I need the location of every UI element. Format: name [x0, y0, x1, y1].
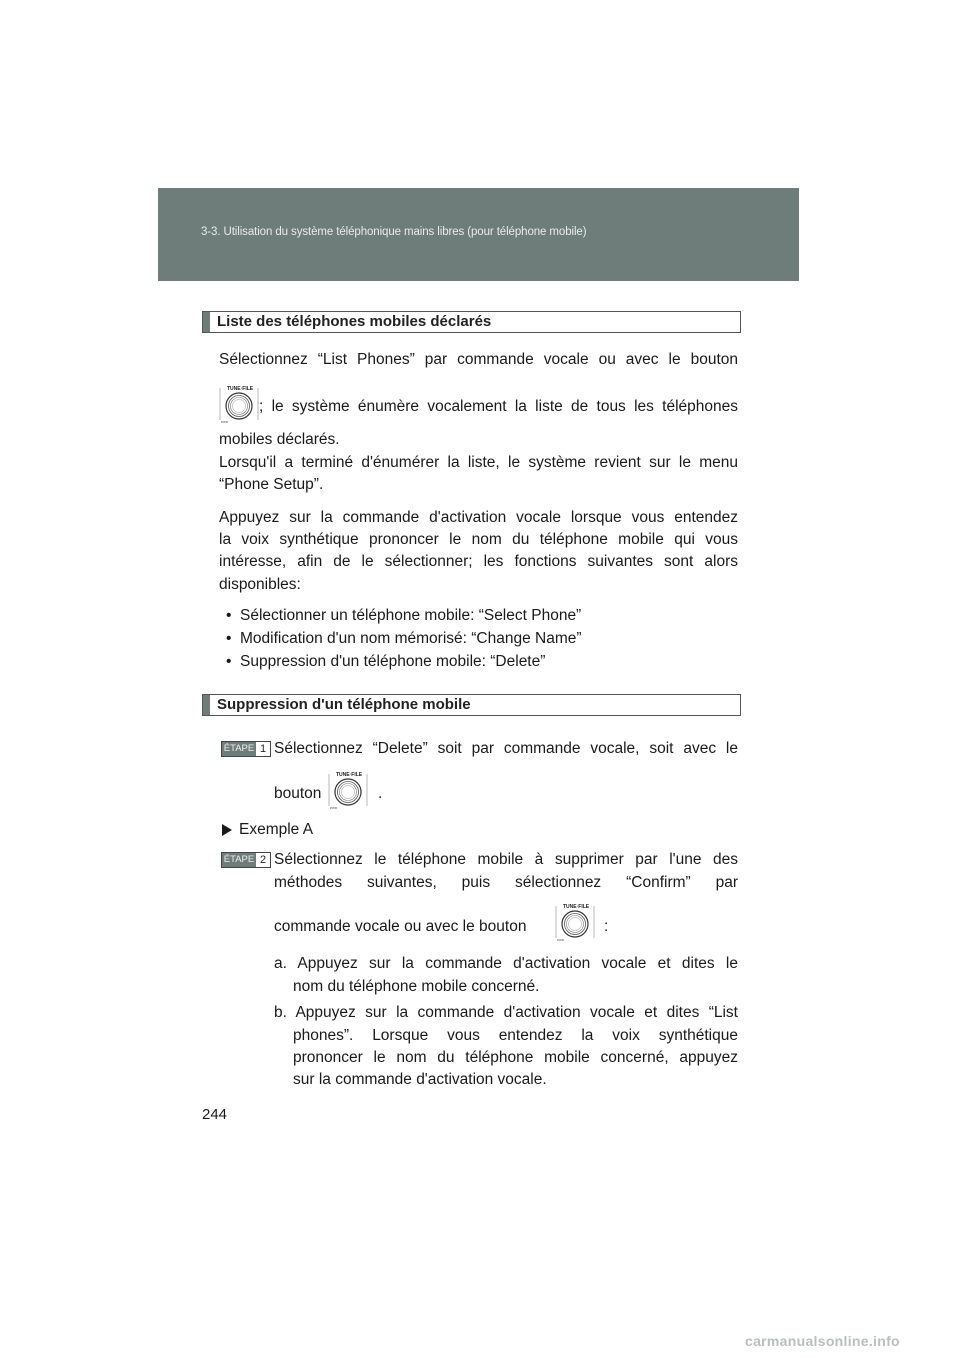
knob-sub-label: PWR	[221, 420, 228, 424]
watermark: carmanualsonline.info	[745, 1333, 900, 1349]
section-tab-marker	[203, 312, 210, 332]
bullet-icon: •	[226, 607, 232, 624]
step-badge-2	[221, 852, 271, 868]
paragraph-line: Lorsqu'il a terminé d'énumérer la liste, le système revient sur le menu	[219, 454, 738, 471]
paragraph-line: “Phone Setup”.	[219, 476, 324, 493]
bullet-icon: •	[226, 630, 232, 647]
list-item: Sélectionner un téléphone mobile: “Select Phone”	[240, 607, 582, 624]
step-label: ÉTAPE	[223, 743, 255, 754]
knob-label: TUNE·FILE	[563, 904, 590, 910]
paragraph-line: Sélectionnez “List Phones” par commande vocale ou avec le bouton	[219, 351, 738, 368]
knob-label: TUNE·FILE	[336, 772, 363, 778]
method-text: sur la commande d'activation vocale.	[293, 1071, 547, 1088]
example-arrow-icon	[222, 824, 232, 836]
method-text: nom du téléphone mobile concerné.	[293, 978, 540, 995]
step-text: :	[604, 918, 609, 935]
paragraph-line: la voix synthétique prononcer le nom du téléphone mobile qui vous	[219, 531, 738, 548]
tune-file-knob-icon	[219, 384, 259, 424]
chapter-title: 3-3. Utilisation du système téléphonique mains libres (pour téléphone mobile)	[201, 226, 587, 238]
method-text: b. Appuyez sur la commande d'activation vocale et dites “List	[274, 1004, 738, 1021]
step-text: bouton	[274, 785, 322, 802]
section-title: Suppression d'un téléphone mobile	[217, 696, 471, 713]
method-text: prononcer le nom du téléphone mobile concerné, appuyez	[293, 1049, 738, 1066]
paragraph-line: Appuyez sur la commande d'activation vocale lorsque vous entendez	[219, 509, 738, 526]
example-label: Exemple A	[239, 821, 314, 838]
section-title-bar-2	[202, 694, 741, 716]
knob-sub-label: PWR	[330, 806, 337, 810]
list-item: Suppression d'un téléphone mobile: “Delete”	[240, 653, 546, 670]
knob-label: TUNE·FILE	[227, 386, 254, 392]
section-title: Liste des téléphones mobiles déclarés	[217, 313, 492, 330]
tune-file-knob-icon	[328, 770, 368, 810]
section-title-bar-1	[202, 311, 741, 333]
step-number: 2	[256, 853, 270, 867]
step-number: 1	[256, 742, 270, 756]
step-label: ÉTAPE	[223, 854, 255, 865]
method-text: a. Appuyez sur la commande d'activation vocale et dites le	[274, 955, 738, 972]
step-text: Sélectionnez le téléphone mobile à supprimer par l'une des	[274, 851, 738, 868]
list-item: Modification d'un nom mémorisé: “Change Name”	[240, 630, 582, 647]
bullet-icon: •	[226, 653, 232, 670]
step-text: commande vocale ou avec le bouton	[274, 918, 527, 935]
step-text: .	[378, 785, 383, 802]
section-tab-marker	[203, 695, 210, 715]
page-number: 244	[202, 1106, 228, 1123]
paragraph-line: mobiles déclarés.	[219, 431, 340, 448]
paragraph-line: disponibles:	[219, 576, 301, 593]
step-badge-1	[221, 741, 271, 757]
step-text: Sélectionnez “Delete” soit par commande vocale, soit avec le	[274, 740, 738, 757]
paragraph-line: intéresse, afin de le sélectionner; les fonctions suivantes sont alors	[219, 553, 738, 570]
tune-file-knob-icon	[555, 902, 595, 942]
paragraph-line: ; le système énumère vocalement la liste de tous les téléphones	[259, 398, 738, 415]
step-text: méthodes suivantes, puis sélectionnez “Confirm” par	[274, 874, 738, 891]
method-text: phones”. Lorsque vous entendez la voix synthétique	[293, 1027, 738, 1044]
knob-sub-label: PWR	[557, 938, 564, 942]
